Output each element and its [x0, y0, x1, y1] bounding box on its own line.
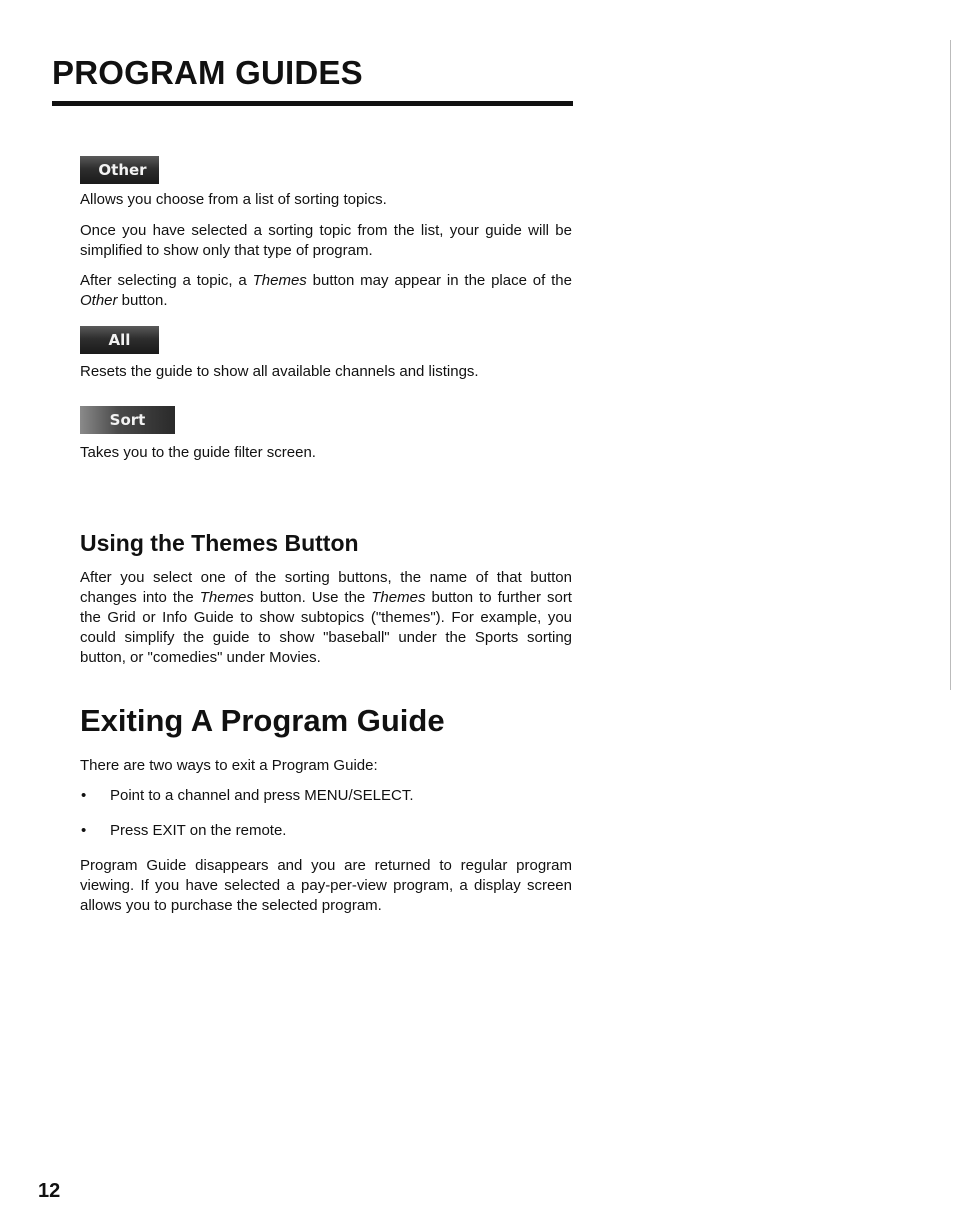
list-item-text: Point to a channel and press MENU/SELECT. [110, 787, 414, 804]
sort-button-image [80, 406, 175, 434]
list-item-text: Press EXIT on the remote. [110, 822, 287, 839]
other-themes-paragraph: After selecting a topic, a Themes button may appear in the place of the Other button. [80, 272, 572, 309]
exiting-intro: There are two ways to exit a Program Guide: [80, 757, 378, 774]
title-rule [52, 101, 573, 106]
other-button-image [80, 156, 159, 184]
themes-heading: Using the Themes Button [80, 530, 359, 556]
page-title: PROGRAM GUIDES [52, 54, 363, 91]
list-item [81, 786, 571, 806]
exiting-heading: Exiting A Program Guide [80, 703, 445, 738]
all-description: Resets the guide to show all available channels and listings. [80, 363, 479, 380]
all-button-label: All [108, 331, 131, 349]
other-button-label: Other [98, 161, 147, 179]
other-detail-paragraph: Once you have selected a sorting topic from the list, your guide will be simplified to show only that type of program. [80, 222, 572, 259]
themes-paragraph: After you select one of the sorting buttons, the name of that button changes into the Themes button. Use the Themes button to further sort the Grid or Info Guide to show subtopics ("themes"). For example, you could simplify the guide to show "baseball" under the Sports sorting button, or "comedies" under Movies. [80, 569, 572, 666]
bullet-dot: • [81, 822, 87, 839]
sort-button-label: Sort [109, 411, 146, 429]
list-item [81, 821, 571, 841]
page-number: 12 [38, 1180, 61, 1202]
exiting-closing-paragraph: Program Guide disappears and you are returned to regular program viewing. If you have selected a pay-per-view program, a display screen allows you to purchase the selected program. [80, 857, 572, 914]
page-edge-line [950, 40, 951, 690]
sort-description: Takes you to the guide filter screen. [80, 444, 316, 461]
bullet-dot: • [81, 787, 87, 804]
all-button-image [80, 326, 159, 354]
other-description: Allows you choose from a list of sorting topics. [80, 191, 387, 208]
